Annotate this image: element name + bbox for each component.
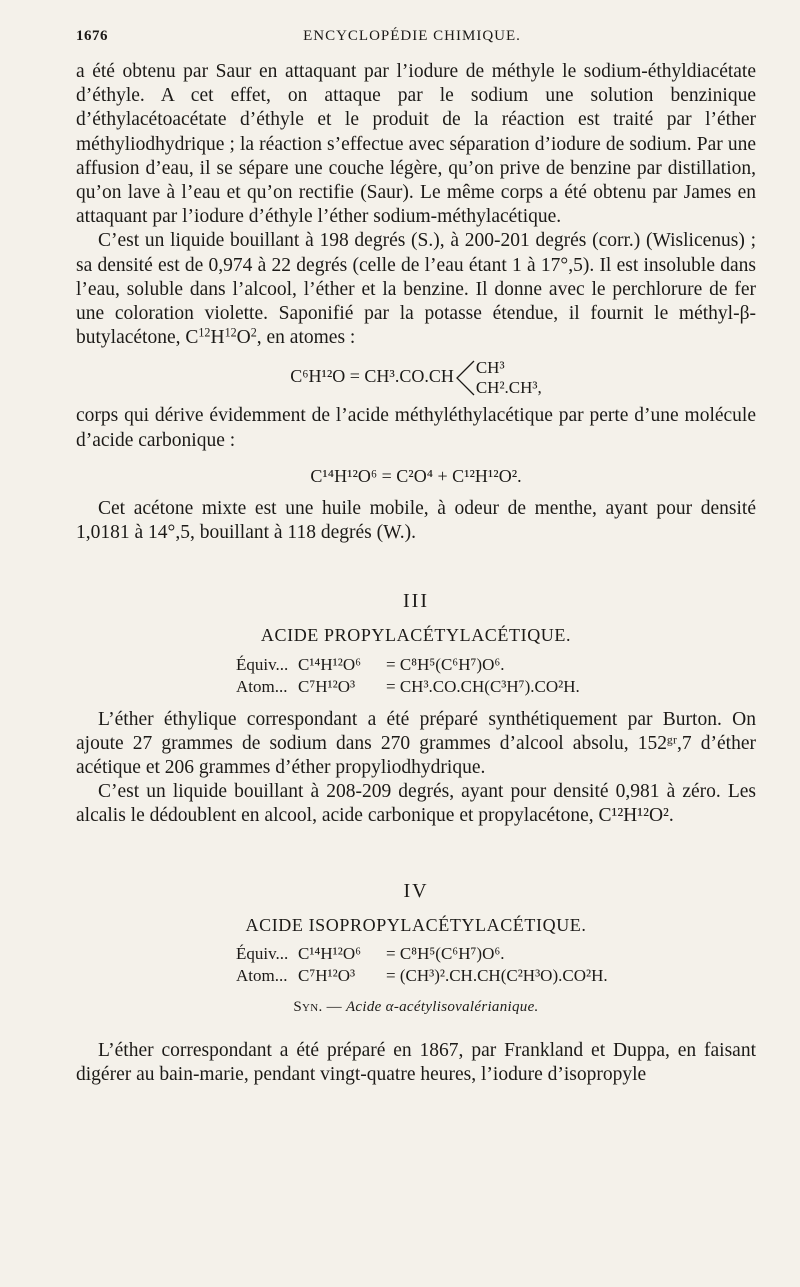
paragraph-saur-synthesis: a été obtenu par Saur en attaquant par l’iodure de méthyle le sodium-éthyldiacétate d’éthyle. A cet effet, on attaque par le sodium une solution benzinique d’éthylacétoacétate d’éthyle et le produit de la réaction est traité par l’éther méthyliodhydrique ; la réaction s’effectue avec séparation d’iodure de sodium. Par une affusion d’eau, il se sépare une couche légère, qu’on prive de benzine par distillation, qu’on lave à l’eau et qu’on rectifie (Saur). Le même corps a été obtenu par James en attaquant par l’iodure d’éthyle l’éther sodium-méthylacétique.	[76, 61, 756, 228]
atom-formula: C⁷H¹²O³	[298, 966, 356, 986]
paragraph-acetone-properties: Cet acétone mixte est une huile mobile, à odeur de menthe, ayant pour densité 1,0181 à 14°,5, bouillant à 118 degrés (W.).	[76, 497, 756, 544]
branch-bottom: CH².CH³,	[475, 378, 542, 398]
paragraph-derivation: corps qui dérive évidemment de l’acide méthyléthylacétique par perte d’une molécule d’acide carbonique :	[76, 405, 756, 451]
atom-expansion: = (CH³)².CH.CH(C²H³O).CO²H.	[386, 966, 608, 986]
paragraph-burton-synthesis: L’éther éthylique correspondant a été préparé synthétiquement par Burton. On ajoute 27 grammes de sodium dans 270 grammes d’alcool absolu, 152ᵍʳ,7 d’éther acétique et 206 grammes d’éther propyliodhydrique.	[76, 708, 756, 779]
formula-block-4	[236, 943, 756, 987]
equiv-label: Équiv...	[236, 944, 289, 964]
section-numeral-4: IV	[403, 879, 429, 902]
synonym-line: Syn. — Acide α-acétylisovalérianique.	[293, 999, 539, 1016]
atom-row	[236, 676, 756, 698]
synonym-label: Syn.	[293, 999, 323, 1016]
equiv-label: Équiv...	[236, 654, 289, 674]
formula-block-3	[236, 654, 756, 698]
equiv-row	[236, 943, 756, 965]
atom-label: Atom...	[236, 966, 288, 986]
atom-label: Atom...	[236, 676, 288, 696]
synonym-name: Acide α-acétylisovalérianique.	[345, 999, 539, 1016]
page-number: 1676	[76, 28, 108, 44]
formula-left: C⁶H¹²O = CH³.CO.CH	[290, 366, 454, 387]
branch-substituents	[476, 358, 542, 398]
equiv-expansion: = C⁸H⁵(C⁶H⁷)O⁶.	[386, 944, 505, 964]
equiv-formula: C¹⁴H¹²O⁶	[298, 654, 362, 674]
atom-expansion: = CH³.CO.CH(C³H⁷).CO²H.	[386, 676, 580, 696]
atom-row	[236, 965, 756, 987]
formula-decarboxylation: C¹⁴H¹²O⁶ = C²O⁴ + C¹²H¹²O².	[310, 465, 522, 486]
page-body	[76, 60, 756, 1088]
section-title-3: ACIDE PROPYLACÉTYLACÉTIQUE.	[260, 625, 572, 646]
section-title-4: ACIDE ISOPROPYLACÉTYLACÉTIQUE.	[245, 914, 587, 935]
equiv-expansion: = C⁸H⁵(C⁶H⁷)O⁶.	[386, 654, 505, 674]
formula-methylbutylacetone	[76, 358, 756, 398]
branch-top: CH³	[475, 358, 505, 378]
paragraph-properties: C’est un liquide bouillant à 198 degrés (S.), à 200-201 degrés (corr.) (Wislicenus) ; sa densité est de 0,974 à 22 degrés (celle de l’eau étant 1 à 17°,5). Il est insoluble dans l’eau, soluble dans l’alcool, l’éther et la benzine. Il donne avec le perchlorure de fer une coloration violette. Saponifié par la potasse étendue, il fournit le méthyl-β-butylacétone, $C^{12}H^{12}O^2$, en atomes :	[76, 230, 756, 349]
paragraph-frankland-duppa: L’éther correspondant a été préparé en 1867, par Frankland et Duppa, en faisant digérer au bain-marie, pendant vingt-quatre heures, l’iodure d’isopropyle	[76, 1040, 756, 1086]
atom-formula: C⁷H¹²O³	[298, 676, 356, 696]
paragraph-propyl-properties: C’est un liquide bouillant à 208-209 degrés, ayant pour densité 0,981 à zéro. Les alcalis le dédoublent en alcool, acide carbonique et propylacétone, C¹²H¹²O².	[76, 781, 756, 827]
equiv-row	[236, 654, 756, 676]
running-header	[76, 28, 748, 54]
running-title: ENCYCLOPÉDIE CHIMIQUE.	[303, 28, 521, 44]
branch-bracket	[454, 358, 476, 398]
section-numeral-3: III	[403, 590, 429, 613]
equiv-formula: C¹⁴H¹²O⁶	[298, 944, 362, 964]
